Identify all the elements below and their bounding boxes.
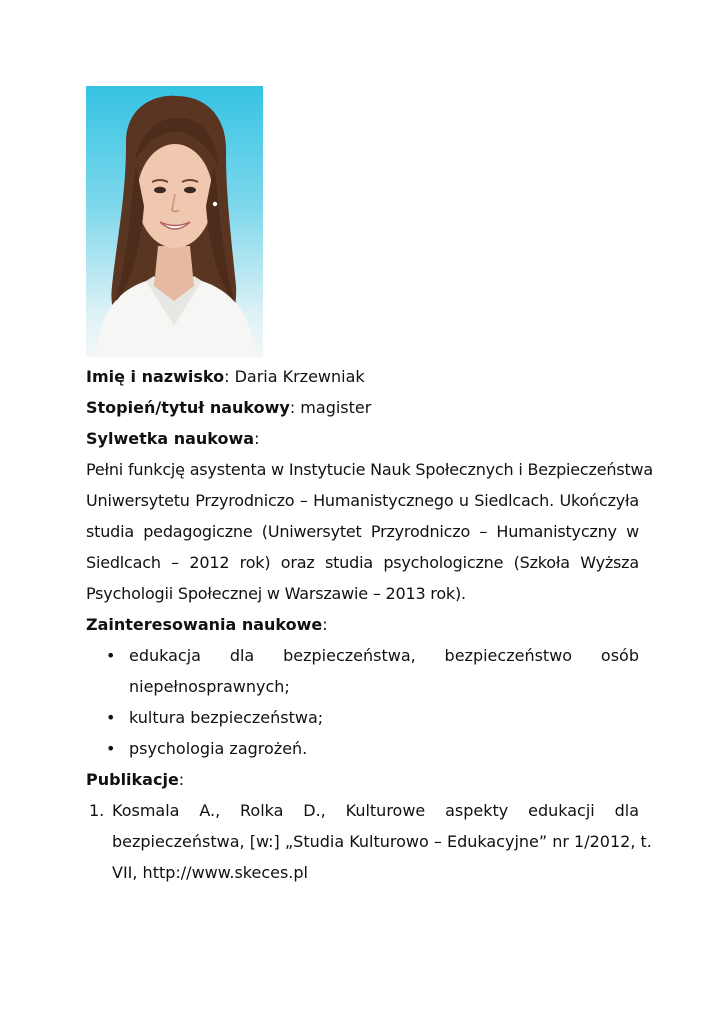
degree-row	[86, 392, 639, 423]
degree-colon: :	[289, 398, 296, 417]
bullet-icon: •	[106, 646, 116, 665]
interest-text: niepełnosprawnych;	[129, 677, 290, 696]
profile-line: Pełni funkcję asystenta w Instytucie Nauk Społecznych i Bezpieczeństwa	[86, 460, 654, 479]
name-row	[86, 361, 639, 392]
publications-heading-row	[86, 764, 639, 795]
degree-value: magister	[300, 398, 372, 417]
document-page	[86, 86, 654, 888]
profile-heading-row	[86, 423, 639, 454]
profile-paragraph	[86, 454, 654, 609]
list-item	[86, 640, 639, 702]
interests-colon: :	[322, 615, 328, 634]
name-colon: :	[224, 367, 230, 386]
publications-colon: :	[178, 770, 185, 789]
publication-text: bezpieczeństwa, [w:] „Studia Kulturowo – Edukacyjne” nr 1/2012, t.	[112, 832, 652, 851]
publications-list	[86, 795, 652, 888]
profile-colon: :	[254, 429, 260, 448]
profile-heading: Sylwetka naukowa	[86, 429, 255, 448]
name-label: Imię i nazwisko	[86, 367, 225, 386]
interest-text: psychologia zagrożeń.	[129, 739, 308, 758]
bullet-icon: •	[106, 739, 116, 758]
degree-label: Stopień/tytuł naukowy	[86, 398, 290, 417]
publication-text: Kosmala A., Rolka D., Kulturowe aspekty edukacji dla	[112, 801, 639, 820]
interests-heading-row	[86, 609, 639, 640]
name-value: Daria Krzewniak	[234, 367, 365, 386]
profile-line: Psychologii Społecznej w Warszawie – 2013 rok).	[86, 584, 466, 603]
publication-number: 1.	[89, 801, 105, 820]
profile-line: Uniwersytetu Przyrodniczo – Humanistycznego u Siedlcach. Ukończyła	[86, 491, 639, 510]
interests-list	[86, 640, 639, 764]
interests-heading: Zainteresowania naukowe	[86, 615, 323, 634]
interest-text: kultura bezpieczeństwa;	[129, 708, 324, 727]
profile-line: studia pedagogiczne (Uniwersytet Przyrodniczo – Humanistyczny w	[86, 522, 639, 541]
publications-heading: Publikacje	[86, 770, 179, 789]
portrait-photo	[86, 86, 263, 357]
interest-text: edukacja dla bezpieczeństwa, bezpieczeństwo osób	[129, 646, 639, 665]
list-item	[86, 733, 639, 764]
publication-text: VII, http://www.skeces.pl	[112, 863, 308, 882]
list-item	[86, 702, 639, 733]
portrait-illustration	[86, 86, 263, 357]
list-item	[86, 795, 652, 888]
profile-line: Siedlcach – 2012 rok) oraz studia psychologiczne (Szkoła Wyższa	[86, 553, 639, 572]
bullet-icon: •	[106, 708, 116, 727]
